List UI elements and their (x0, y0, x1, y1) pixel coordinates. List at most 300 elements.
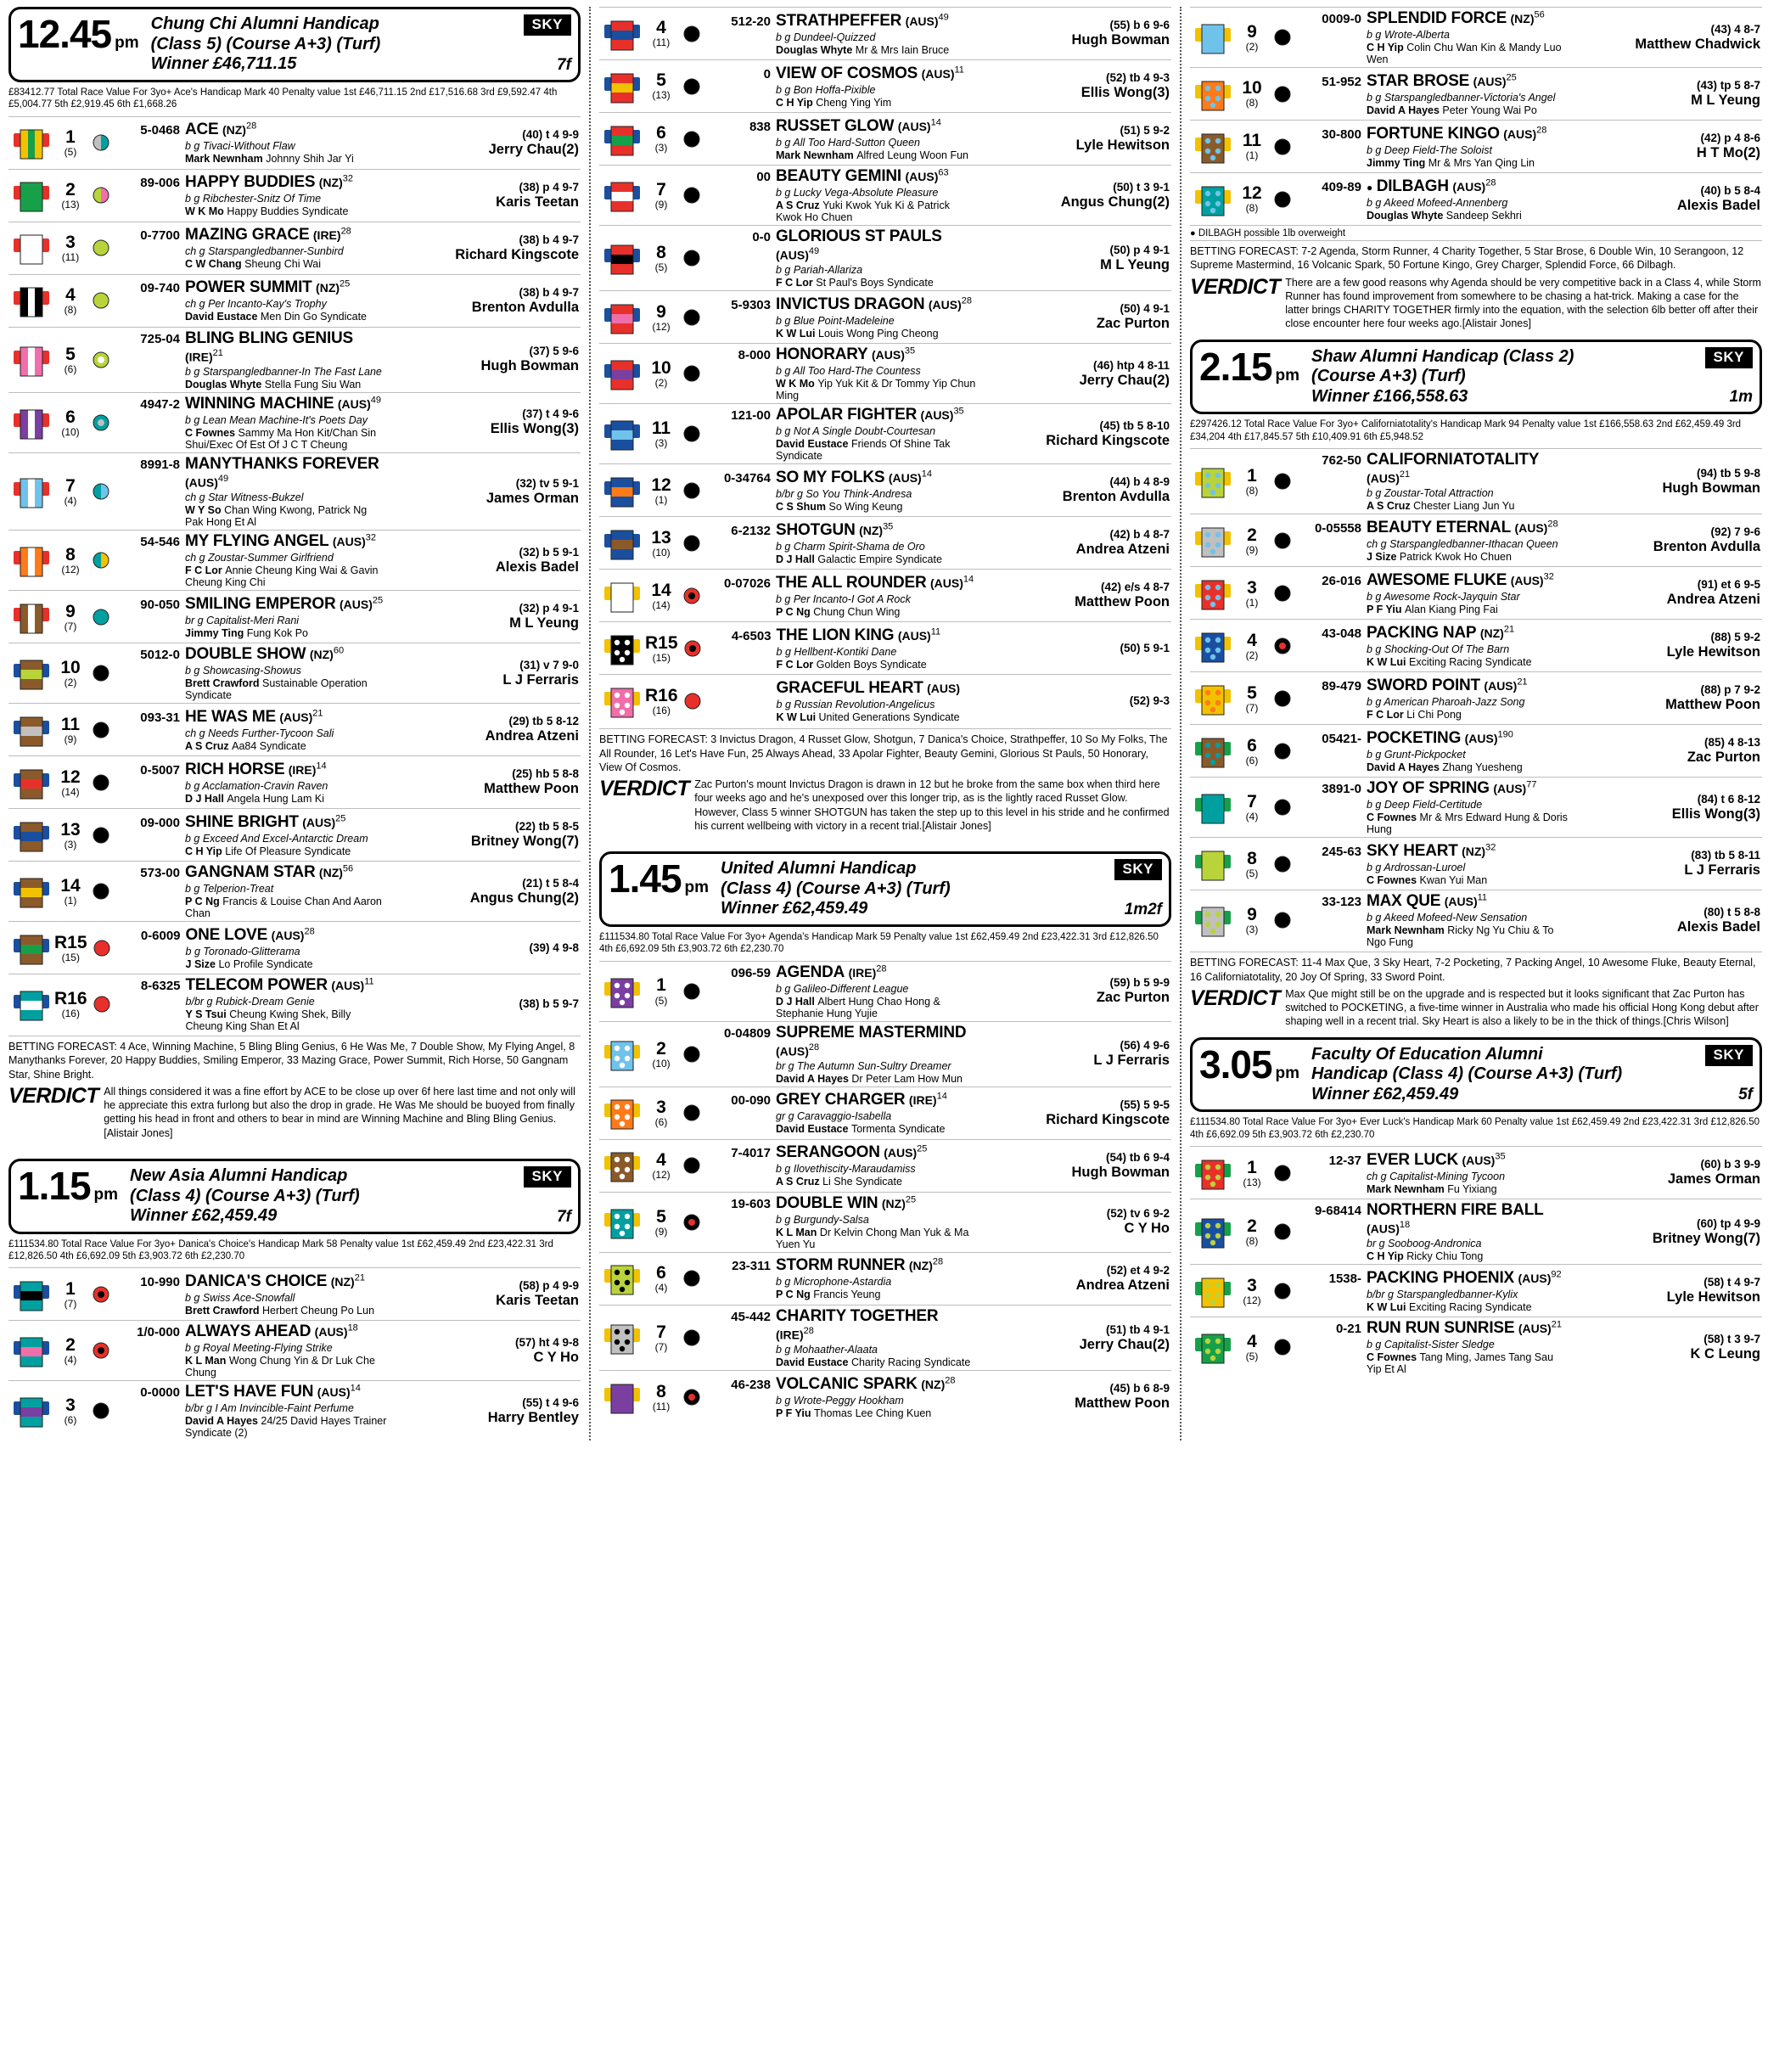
horse-name[interactable]: MAX QUE (1367, 892, 1441, 911)
jockey-name[interactable]: Richard Kingscote (455, 246, 579, 262)
jockey-name[interactable]: Lyle Hewitson (1666, 1289, 1760, 1306)
days-since-run: 35 (953, 407, 964, 417)
jockey-name[interactable]: Matthew Poon (1075, 1395, 1170, 1412)
runner-row[interactable] (599, 1139, 1171, 1192)
horse-name[interactable]: THE ALL ROUNDER (776, 573, 927, 592)
jockey-name[interactable]: Andrea Atzeni (485, 728, 579, 744)
trainer-name[interactable]: P C Ng (776, 605, 811, 618)
runner-row[interactable] (599, 1252, 1171, 1305)
jockey-name[interactable]: Richard Kingscote (1046, 432, 1170, 448)
trainer-line (117, 1415, 387, 1439)
horse-name[interactable]: SWORD POINT (1367, 676, 1480, 694)
horse-name[interactable]: DOUBLE SHOW (185, 645, 306, 664)
trainer-name[interactable]: W K Mo (776, 378, 815, 390)
jockey-name[interactable]: Brenton Avdulla (1653, 539, 1760, 555)
runner-row[interactable] (8, 169, 581, 222)
runner-row[interactable] (599, 674, 1171, 727)
runner-row[interactable] (8, 861, 581, 921)
horse-name[interactable]: STAR BROSE (1367, 71, 1470, 90)
verdict-text: There are a few good reasons why Agenda should be very competitive back in a Class 4, while Storm Runner has found improvement from somewhere to be chasing a hat-trick. Making a case for the latter brings CHARITY TOGETHER firmly into the equation, with the selection 6lb better off after their close encounter here four weeks ago.[Alistair Jones] (1285, 276, 1761, 330)
horse-name[interactable]: POCKETING (1367, 728, 1462, 747)
runner-right (978, 345, 1171, 401)
race-time-meridiem: pm (1275, 1064, 1300, 1082)
trainer-name[interactable]: K W Lui (1367, 1300, 1406, 1313)
trainer-name[interactable]: C Fownes (185, 426, 236, 439)
trainer-name[interactable]: K L Man (185, 1355, 227, 1367)
jockey-name[interactable]: Andrea Atzeni (1075, 542, 1170, 558)
trainer-name[interactable]: Jimmy Ting (185, 626, 244, 639)
trainer-name[interactable]: C H Yip (776, 96, 813, 109)
silks-icon (599, 571, 645, 620)
runner-row[interactable] (599, 290, 1171, 343)
jockey-name[interactable]: Hugh Bowman (1662, 480, 1760, 496)
silks-icon (599, 963, 645, 1019)
horse-name[interactable]: SUPREME MASTERMIND (776, 1023, 967, 1042)
trainer-name[interactable]: K W Lui (1367, 655, 1406, 668)
horse-breeding: ch g Needs Further-Tycoon Sali (185, 727, 334, 739)
runner-row[interactable] (8, 755, 581, 808)
runner-row[interactable] (1190, 1264, 1762, 1317)
horse-country: (IRE) (776, 1328, 804, 1342)
jockey-name[interactable]: K C Leung (1690, 1345, 1760, 1362)
silks-icon (599, 167, 645, 223)
horse-name[interactable]: STRATHPEFFER (776, 11, 902, 30)
recent-form: 5012-0 (140, 648, 180, 663)
runner-row[interactable] (8, 530, 581, 590)
jockey-name[interactable]: Ellis Wong(3) (490, 421, 579, 437)
jockey-name[interactable]: Matthew Chadwick (1635, 36, 1760, 52)
trainer-name[interactable]: Mark Newnham (185, 153, 263, 166)
owner-name: Fu Yixiang (1447, 1182, 1497, 1195)
saddlecloth-number: 8 (656, 243, 666, 263)
horse-name[interactable]: BLING BLING GENIUS (185, 328, 354, 347)
runner-row[interactable] (8, 921, 581, 974)
horse-name[interactable]: MANYTHANKS FOREVER (185, 454, 379, 473)
horse-breeding: b g Blue Point-Madeleine (776, 314, 895, 327)
jockey-name[interactable]: M L Yeung (1100, 256, 1170, 272)
jockey-name[interactable]: Britney Wong(7) (470, 834, 579, 850)
horse-breeding: b g Grunt-Pickpocket (1367, 748, 1466, 761)
jockey-name[interactable]: Alexis Badel (1676, 918, 1760, 935)
runner-row[interactable] (8, 1380, 581, 1440)
runner-row[interactable] (599, 621, 1171, 674)
horse-breeding: b g Telperion-Treat (185, 883, 274, 896)
official-rating-weight: (38) p 4 9-7 (519, 180, 579, 194)
draw-number: (5) (1245, 867, 1259, 879)
runner-row[interactable] (8, 452, 581, 530)
trainer-name[interactable]: David A Hayes (1367, 104, 1440, 116)
horse-name[interactable]: LET'S HAVE FUN (185, 1383, 314, 1401)
trainer-name[interactable]: K W Lui (776, 327, 816, 340)
trainer-name[interactable]: W Y So (185, 504, 222, 517)
jockey-name[interactable]: Brenton Avdulla (1062, 489, 1170, 505)
jockey-name[interactable]: M L Yeung (509, 615, 579, 632)
horse-name[interactable]: ACE (185, 121, 219, 139)
jockey-name[interactable]: Alexis Badel (495, 559, 579, 575)
jockey-name[interactable]: M L Yeung (1691, 93, 1760, 108)
runner-row[interactable] (8, 974, 581, 1034)
owner-name: Golden Boys Syndicate (816, 658, 927, 671)
horse-name[interactable]: ONE LOVE (185, 925, 268, 944)
silks-icon (8, 395, 54, 451)
runner-row[interactable] (1190, 172, 1762, 225)
horse-name[interactable]: GANGNAM STAR (185, 863, 316, 882)
runner-row[interactable] (8, 222, 581, 274)
days-since-run: 21 (1503, 624, 1515, 635)
jockey-name[interactable]: Alexis Badel (1676, 198, 1760, 213)
trainer-name[interactable]: P C Ng (776, 1289, 811, 1301)
trainer-name[interactable]: David A Hayes (185, 1415, 258, 1428)
horse-name[interactable]: NORTHERN FIRE BALL (1367, 1201, 1544, 1220)
jockey-name[interactable]: Hugh Bowman (1071, 32, 1170, 48)
horse-name[interactable]: SHINE BRIGHT (185, 812, 299, 831)
jockey-name[interactable]: Richard Kingscote (1046, 1111, 1170, 1127)
jockey-name[interactable]: Jerry Chau(2) (488, 141, 579, 157)
horse-name[interactable]: DANICA'S CHOICE (185, 1272, 328, 1290)
runner-row[interactable] (599, 343, 1171, 403)
runner-row[interactable] (1190, 837, 1762, 890)
trainer-name[interactable]: A S Cruz (776, 199, 820, 211)
horse-country: (AUS) (905, 170, 939, 183)
horse-name[interactable]: RICH HORSE (185, 760, 285, 778)
horse-name[interactable]: GLORIOUS ST PAULS (776, 227, 942, 245)
trainer-name[interactable]: Brett Crawford (185, 1304, 260, 1317)
horse-name[interactable]: STORM RUNNER (776, 1256, 906, 1275)
runner-row[interactable] (1190, 566, 1762, 619)
official-rating-weight: (58) t 3 9-7 (1703, 1332, 1760, 1345)
runner-row[interactable] (8, 590, 581, 643)
horse-name[interactable]: HE WAS ME (185, 707, 276, 726)
official-rating-weight: (37) t 4 9-6 (522, 407, 579, 421)
horse-name[interactable]: SKY HEART (1367, 841, 1458, 860)
runner-row[interactable] (8, 327, 581, 392)
horse-name[interactable]: MAZING GRACE (185, 226, 310, 244)
trainer-name[interactable]: C H Yip (185, 845, 222, 857)
runner-row[interactable] (599, 7, 1171, 59)
trainer-name[interactable]: David A Hayes (776, 1072, 849, 1085)
trainer-name[interactable]: David Eustace (185, 311, 258, 323)
runner-row[interactable] (1190, 777, 1762, 837)
recent-form: 1/0-000 (137, 1325, 180, 1340)
trainer-name[interactable]: D J Hall (776, 995, 815, 1008)
horse-name[interactable]: GREY CHARGER (776, 1091, 906, 1109)
runner-row[interactable] (599, 1192, 1171, 1252)
jockey-name[interactable]: Matthew Poon (1665, 697, 1760, 713)
runner-row[interactable] (1190, 120, 1762, 172)
trainer-name[interactable]: F C Lor (776, 277, 813, 289)
runner-row[interactable] (599, 225, 1171, 290)
horse-name[interactable]: SPLENDID FORCE (1367, 9, 1507, 27)
jockey-name[interactable]: Angus Chung(2) (469, 890, 579, 906)
runner-row[interactable] (599, 463, 1171, 516)
runner-row[interactable] (8, 392, 581, 452)
race-header-right (1705, 347, 1753, 407)
draw-number: (2) (654, 377, 668, 390)
runner-row[interactable] (8, 116, 581, 169)
runner-row[interactable] (599, 1021, 1171, 1087)
runner-row[interactable] (1190, 514, 1762, 566)
runner-row[interactable] (1190, 1199, 1762, 1264)
runner-headline (117, 173, 387, 192)
horse-name[interactable]: EVER LUCK (1367, 1150, 1458, 1169)
trainer-name[interactable]: J Size (1367, 550, 1397, 563)
saddlecloth-group (54, 811, 87, 859)
jockey-name[interactable]: Hugh Bowman (1071, 1164, 1170, 1180)
cap-icon (1268, 1266, 1297, 1315)
horse-name[interactable]: VOLCANIC SPARK (776, 1374, 918, 1393)
horse-name[interactable]: SMILING EMPEROR (185, 594, 336, 613)
jockey-name[interactable]: Andrea Atzeni (1075, 1277, 1170, 1293)
jockey-name[interactable]: L J Ferraris (1093, 1053, 1170, 1069)
trainer-name[interactable]: F C Lor (185, 564, 222, 577)
jockey-name[interactable]: Angus Chung(2) (1060, 194, 1170, 210)
runner-row[interactable] (599, 516, 1171, 569)
trainer-name[interactable]: Y S Tsui (185, 1008, 227, 1021)
trainer-name[interactable]: C S Shum (776, 500, 827, 513)
jockey-name[interactable]: Matthew Poon (1075, 594, 1170, 610)
trainer-name[interactable]: D J Hall (776, 553, 815, 565)
days-since-run: 35 (904, 346, 916, 357)
horse-country: (AUS) (927, 681, 961, 695)
runner-right (387, 758, 581, 806)
jockey-name[interactable]: James Orman (1667, 1171, 1760, 1188)
jockey-name[interactable]: Zac Purton (1096, 316, 1170, 332)
trainer-name[interactable]: C H Yip (1367, 1250, 1404, 1263)
cap-icon (677, 167, 706, 223)
jockey-name[interactable]: Harry Bentley (487, 1409, 579, 1425)
runner-row[interactable] (599, 569, 1171, 621)
runner-row[interactable] (599, 1305, 1171, 1370)
saddlecloth-group (1236, 9, 1268, 65)
trainer-line (708, 553, 978, 565)
owner-name: Fung Kok Po (246, 626, 308, 639)
horse-name[interactable]: POWER SUMMIT (185, 278, 312, 297)
jockey-name[interactable]: Andrea Atzeni (1666, 592, 1760, 608)
jockey-name[interactable]: H T Mo(2) (1696, 145, 1760, 160)
runner-row[interactable] (1190, 619, 1762, 671)
horse-name[interactable]: VIEW OF COSMOS (776, 64, 918, 82)
runner-right (1569, 451, 1762, 512)
saddlecloth-group (645, 62, 677, 110)
trainer-name[interactable]: David Eustace (776, 1123, 849, 1136)
jockey-name[interactable]: Lyle Hewitson (1075, 138, 1170, 153)
runner-row[interactable] (599, 112, 1171, 165)
trainer-name[interactable]: C Fownes (1367, 1351, 1417, 1364)
jockey-name[interactable]: Jerry Chau(2) (1079, 1336, 1170, 1352)
horse-name[interactable]: DOUBLE WIN (776, 1193, 878, 1212)
trainer-name[interactable]: C Fownes (1367, 811, 1417, 824)
trainer-name[interactable]: David A Hayes (1367, 761, 1440, 773)
trainer-name[interactable]: Mark Newnham (1367, 1182, 1445, 1195)
runner-headline (118, 926, 387, 945)
trainer-name[interactable]: Douglas Whyte (776, 43, 853, 56)
trainer-name[interactable]: A S Cruz (776, 1176, 820, 1188)
jockey-name[interactable]: C Y Ho (533, 1349, 579, 1365)
trainer-line (1299, 656, 1569, 668)
horse-name[interactable]: SHOTGUN (776, 520, 856, 539)
jockey-name[interactable]: Matthew Poon (484, 781, 579, 797)
horse-name[interactable]: HONORARY (776, 345, 868, 364)
trainer-name[interactable]: K W Lui (776, 710, 817, 723)
days-since-run: 28 (808, 1042, 820, 1053)
horse-name[interactable]: FORTUNE KINGO (1367, 124, 1500, 143)
saddlecloth-number: 8 (1247, 848, 1257, 868)
trainer-name[interactable]: P C Ng (185, 896, 220, 908)
runner-row[interactable] (8, 1320, 581, 1380)
trainer-name[interactable]: Douglas Whyte (1367, 209, 1444, 222)
runner-right (1569, 175, 1762, 223)
runner-row[interactable] (599, 961, 1171, 1021)
runner-row[interactable] (599, 59, 1171, 112)
horse-name[interactable]: SERANGOON (776, 1143, 880, 1162)
trainer-name[interactable]: C Fownes (1367, 873, 1417, 886)
runner-row[interactable] (599, 1087, 1171, 1139)
runner-row[interactable] (599, 1370, 1171, 1423)
horse-name[interactable]: AGENDA (776, 963, 845, 981)
recent-form: 1538- (1328, 1271, 1361, 1286)
jockey-name[interactable]: Zac Purton (1096, 990, 1170, 1006)
runner-list-1245 (8, 116, 581, 1035)
runner-row[interactable] (1190, 1146, 1762, 1199)
trainer-name[interactable]: A S Cruz (1367, 500, 1411, 513)
horse-name[interactable]: CALIFORNIATOTALITY (1367, 451, 1540, 469)
runner-row[interactable] (1190, 724, 1762, 777)
trainer-name[interactable]: Jimmy Ting (1367, 156, 1426, 169)
horse-name[interactable]: SO MY FOLKS (776, 468, 885, 486)
silks-icon (599, 115, 645, 163)
runner-row[interactable] (599, 403, 1171, 463)
jockey-name[interactable]: Zac Purton (1687, 750, 1760, 766)
runner-row[interactable] (1190, 1317, 1762, 1377)
saddlecloth-number: 5 (65, 344, 76, 364)
trainer-name[interactable]: K L Man (776, 1226, 817, 1238)
runner-headline (1299, 892, 1569, 911)
horse-name[interactable]: ALWAYS AHEAD (185, 1322, 312, 1341)
runner-row[interactable] (8, 1267, 581, 1320)
horse-name[interactable]: CHARITY TOGETHER (776, 1306, 939, 1325)
horse-name[interactable]: TELECOM POWER (185, 976, 328, 995)
trainer-name[interactable]: Douglas Whyte (185, 378, 262, 390)
jockey-name[interactable]: Ellis Wong(3) (1671, 806, 1760, 822)
jockey-name[interactable]: C Y Ho (1124, 1221, 1170, 1237)
horse-name[interactable]: DILBAGH (1376, 177, 1449, 195)
jockey-name[interactable]: Britney Wong(7) (1652, 1230, 1760, 1246)
horse-name[interactable]: GRACEFUL HEART (776, 678, 923, 697)
horse-name[interactable]: BEAUTY GEMINI (776, 167, 902, 185)
runner-row[interactable] (8, 274, 581, 327)
jockey-name[interactable]: Jerry Chau(2) (1079, 372, 1170, 388)
trainer-name[interactable]: Mark Newnham (776, 149, 854, 161)
runner-row[interactable] (1190, 671, 1762, 724)
trainer-name[interactable]: C W Chang (185, 258, 242, 271)
runner-row[interactable] (8, 643, 581, 703)
runner-row[interactable] (1190, 67, 1762, 120)
horse-country: (NZ) (318, 866, 343, 880)
trainer-name[interactable]: Brett Crawford (185, 677, 260, 690)
runner-list-145-part2 (1190, 7, 1762, 225)
horse-name[interactable]: INVICTUS DRAGON (776, 295, 925, 313)
jockey-name[interactable]: L J Ferraris (502, 671, 579, 688)
runner-info (115, 1383, 387, 1439)
recent-form: 4947-2 (140, 396, 180, 412)
trainer-line (117, 311, 387, 323)
horse-breeding: ch g Starspangledbanner-Ithacan Queen (1367, 537, 1558, 550)
horse-name-group (185, 173, 353, 192)
runner-row[interactable] (599, 165, 1171, 225)
official-rating-weight: (46) htp 4 8-11 (1092, 358, 1170, 372)
horse-name[interactable]: RUN RUN SUNRISE (1367, 1319, 1515, 1338)
saddlecloth-group (54, 329, 87, 390)
horse-breeding: b g Mohaather-Alaata (776, 1344, 878, 1356)
jockey-name[interactable]: Lyle Hewitson (1666, 644, 1760, 660)
trainer-name[interactable]: D J Hall (185, 792, 224, 805)
saddlecloth-group (645, 115, 677, 163)
runner-list-115-part1 (8, 1267, 581, 1440)
horse-name[interactable]: RUSSET GLOW (776, 116, 895, 135)
trainer-name[interactable]: C H Yip (1367, 42, 1404, 53)
jockey-name[interactable]: James Orman (485, 490, 579, 506)
trainer-name[interactable]: Mark Newnham (1367, 924, 1445, 937)
jockey-name[interactable]: Hugh Bowman (480, 358, 579, 374)
trainer-name[interactable]: F C Lor (776, 658, 814, 671)
silks-icon (1190, 1148, 1236, 1197)
horse-breeding: ch g Star Witness-Bukzel (185, 491, 304, 504)
runner-row[interactable] (1190, 448, 1762, 514)
horse-country: (AUS) (897, 119, 931, 133)
horse-name[interactable]: APOLAR FIGHTER (776, 406, 918, 424)
trainer-line (117, 427, 387, 451)
trainer-name[interactable]: F C Lor (1367, 708, 1404, 721)
trainer-name[interactable]: A S Cruz (185, 739, 229, 752)
race-distance: 7f (557, 55, 571, 74)
horse-name[interactable]: PACKING PHOENIX (1367, 1268, 1515, 1287)
jockey-name[interactable]: Karis Teetan (496, 194, 579, 210)
runner-right (387, 395, 581, 451)
saddlecloth-group (645, 466, 677, 514)
horse-name[interactable]: PACKING NAP (1367, 623, 1477, 642)
silks-icon (599, 1142, 645, 1190)
horse-name[interactable]: AWESOME FLUKE (1367, 570, 1507, 589)
recent-form: 762-50 (1322, 453, 1361, 469)
trainer-name[interactable]: J Size (185, 957, 216, 970)
horse-name[interactable]: MY FLYING ANGEL (185, 532, 329, 551)
days-since-run: 21 (1399, 469, 1411, 480)
trainer-name[interactable]: David Eustace (776, 1356, 849, 1369)
owner-name: Exciting Racing Syndicate (1409, 655, 1532, 668)
trainer-name[interactable]: David Eustace (776, 438, 849, 451)
horse-name[interactable]: JOY OF SPRING (1367, 779, 1490, 798)
trainer-name[interactable]: W K Mo (185, 205, 224, 218)
cap-icon (87, 811, 115, 859)
trainer-name[interactable]: P F Yiu (1367, 603, 1402, 615)
jockey-name[interactable]: Brenton Avdulla (471, 299, 579, 315)
jockey-name[interactable]: Ellis Wong(3) (1080, 85, 1170, 100)
jockey-name[interactable]: Karis Teetan (496, 1293, 579, 1309)
runner-row[interactable] (8, 808, 581, 861)
jockey-name[interactable]: L J Ferraris (1684, 862, 1760, 879)
draw-number: (5) (64, 145, 77, 158)
horse-name[interactable]: HAPPY BUDDIES (185, 173, 316, 192)
runner-info (115, 1322, 387, 1379)
runner-row[interactable] (1190, 7, 1762, 67)
horse-name[interactable]: THE LION KING (776, 626, 895, 644)
runner-right (387, 532, 581, 588)
horse-name[interactable]: BEAUTY ETERNAL (1367, 518, 1511, 536)
horse-name[interactable]: WINNING MACHINE (185, 394, 334, 413)
trainer-name[interactable]: P F Yiu (776, 1407, 811, 1419)
runner-row[interactable] (8, 703, 581, 755)
runner-row[interactable] (1190, 890, 1762, 950)
